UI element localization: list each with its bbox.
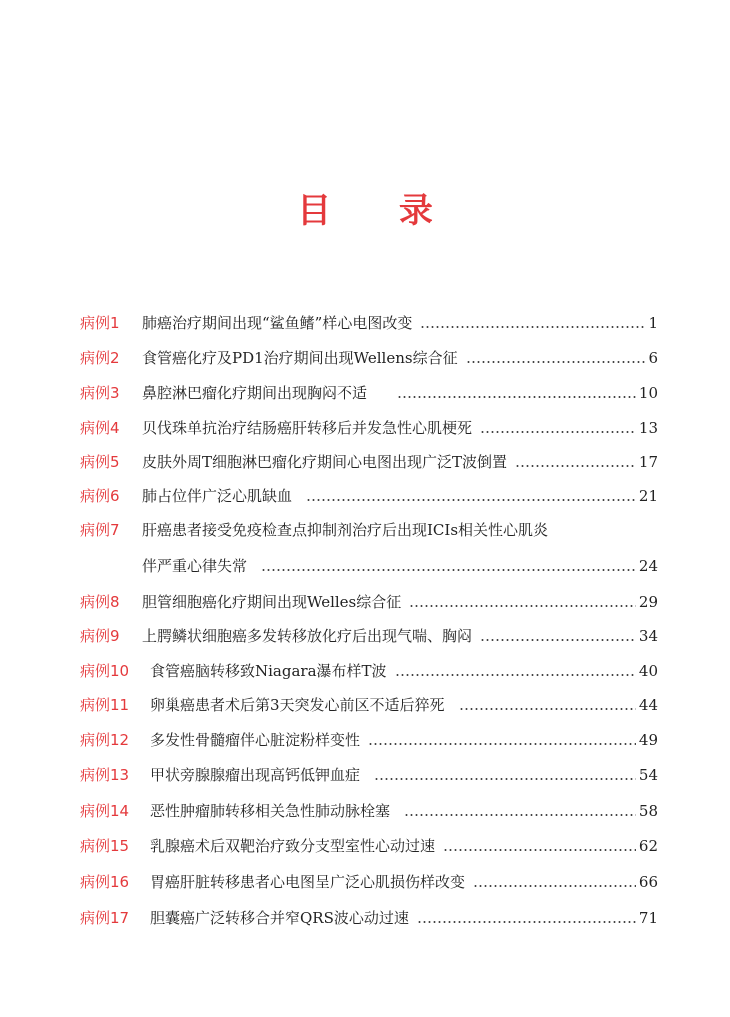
- page-number: 6: [648, 349, 658, 367]
- toc-entry-5[interactable]: [80, 450, 658, 474]
- toc-entry-4[interactable]: [80, 416, 658, 440]
- page-number: 10: [638, 384, 658, 402]
- page-number: 21: [638, 487, 658, 505]
- leader-dots: [459, 708, 636, 710]
- toc-entry-8[interactable]: [80, 590, 658, 614]
- page-number: 40: [638, 662, 658, 680]
- page-number: 66: [638, 873, 658, 891]
- leader-dots: [409, 605, 636, 607]
- page-number: 29: [638, 593, 658, 611]
- leader-dots: [404, 814, 636, 816]
- toc-entry-1[interactable]: [80, 311, 658, 335]
- toc-entry-11[interactable]: [80, 693, 658, 717]
- case-title: 恶性肿瘤肺转移相关急性肺动脉栓塞: [150, 802, 391, 820]
- case-title: 卵巢癌患者术后第3天突发心前区不适后猝死: [150, 696, 445, 714]
- case-label: 病例11: [80, 696, 130, 714]
- toc-entry-2[interactable]: [80, 346, 658, 370]
- case-label: 病例10: [80, 662, 130, 680]
- page-number: 49: [638, 731, 658, 749]
- toc-entry-7-continuation[interactable]: [80, 554, 658, 578]
- case-label: 病例6: [80, 487, 120, 505]
- leader-dots: [397, 396, 636, 398]
- leader-dots: [480, 639, 636, 641]
- case-title: 胃癌肝脏转移患者心电图呈广泛心肌损伤样改变: [150, 873, 466, 891]
- case-title: 胆囊癌广泛转移合并窄QRS波心动过速: [150, 909, 409, 927]
- leader-dots: [480, 431, 636, 433]
- page-number: 13: [638, 419, 658, 437]
- case-label: 病例5: [80, 453, 120, 471]
- case-title: 甲状旁腺腺瘤出现高钙低钾血症: [150, 766, 361, 784]
- case-title: 食管癌化疗及PD1治疗期间出现Wellens综合征: [142, 349, 458, 367]
- case-label: 病例1: [80, 314, 120, 332]
- case-label: 病例13: [80, 766, 130, 784]
- case-title: 贝伐珠单抗治疗结肠癌肝转移后并发急性心肌梗死: [142, 419, 473, 437]
- leader-dots: [420, 326, 645, 328]
- case-title: 肝癌患者接受免疫检查点抑制剂治疗后出现ICIs相关性心肌炎: [142, 521, 549, 539]
- leader-dots: [417, 921, 636, 923]
- leader-dots: [306, 499, 636, 501]
- case-label: 病例3: [80, 384, 120, 402]
- toc-entry-15[interactable]: [80, 834, 658, 858]
- toc-entry-13[interactable]: [80, 763, 658, 787]
- toc-entry-7[interactable]: [80, 518, 658, 542]
- toc-entry-16[interactable]: [80, 870, 658, 894]
- toc-entry-17[interactable]: [80, 906, 658, 930]
- case-label: 病例2: [80, 349, 120, 367]
- toc-entry-10[interactable]: [80, 659, 658, 683]
- toc-entry-6[interactable]: [80, 484, 658, 508]
- page-number: 54: [638, 766, 658, 784]
- case-label: 病例4: [80, 419, 120, 437]
- case-title: 皮肤外周T细胞淋巴瘤化疗期间心电图出现广泛T波倒置: [142, 453, 508, 471]
- leader-dots: [466, 361, 646, 363]
- case-label: 病例12: [80, 731, 130, 749]
- leader-dots: [261, 569, 636, 571]
- page-number: 58: [638, 802, 658, 820]
- case-title: 肺占位伴广泛心肌缺血: [142, 487, 293, 505]
- leader-dots: [374, 778, 636, 780]
- case-title: 鼻腔淋巴瘤化疗期间出现胸闷不适: [142, 384, 368, 402]
- leader-dots: [515, 465, 636, 467]
- case-title-continuation: 伴严重心律失常: [142, 557, 248, 575]
- toc-entry-12[interactable]: [80, 728, 658, 752]
- toc-title: 目 录: [297, 191, 461, 231]
- case-label: 病例15: [80, 837, 130, 855]
- case-title: 上腭鳞状细胞癌多发转移放化疗后出现气喘、胸闷: [142, 627, 473, 645]
- case-title: 胆管细胞癌化疗期间出现Welles综合征: [142, 593, 402, 611]
- toc-entry-14[interactable]: [80, 799, 658, 823]
- case-title: 乳腺癌术后双靶治疗致分支型室性心动过速: [150, 837, 436, 855]
- page-number: 62: [638, 837, 658, 855]
- page-number: 17: [638, 453, 658, 471]
- page-number: 34: [638, 627, 658, 645]
- page-number: 71: [638, 909, 658, 927]
- leader-dots: [395, 674, 636, 676]
- case-label: 病例7: [80, 521, 120, 539]
- leader-dots: [443, 849, 636, 851]
- leader-dots: [473, 885, 636, 887]
- case-title: 多发性骨髓瘤伴心脏淀粉样变性: [150, 731, 361, 749]
- case-title: 食管癌脑转移致Niagara瀑布样T波: [150, 662, 387, 680]
- toc-entry-3[interactable]: [80, 381, 658, 405]
- page-number: 24: [638, 557, 658, 575]
- case-label: 病例17: [80, 909, 130, 927]
- case-label: 病例9: [80, 627, 120, 645]
- case-label: 病例16: [80, 873, 130, 891]
- page-number: 1: [648, 314, 658, 332]
- case-label: 病例8: [80, 593, 120, 611]
- toc-entry-9[interactable]: [80, 624, 658, 648]
- case-title: 肺癌治疗期间出现“鲨鱼鳍”样心电图改变: [142, 314, 413, 332]
- leader-dots: [368, 743, 636, 745]
- page-number: 44: [638, 696, 658, 714]
- case-label: 病例14: [80, 802, 130, 820]
